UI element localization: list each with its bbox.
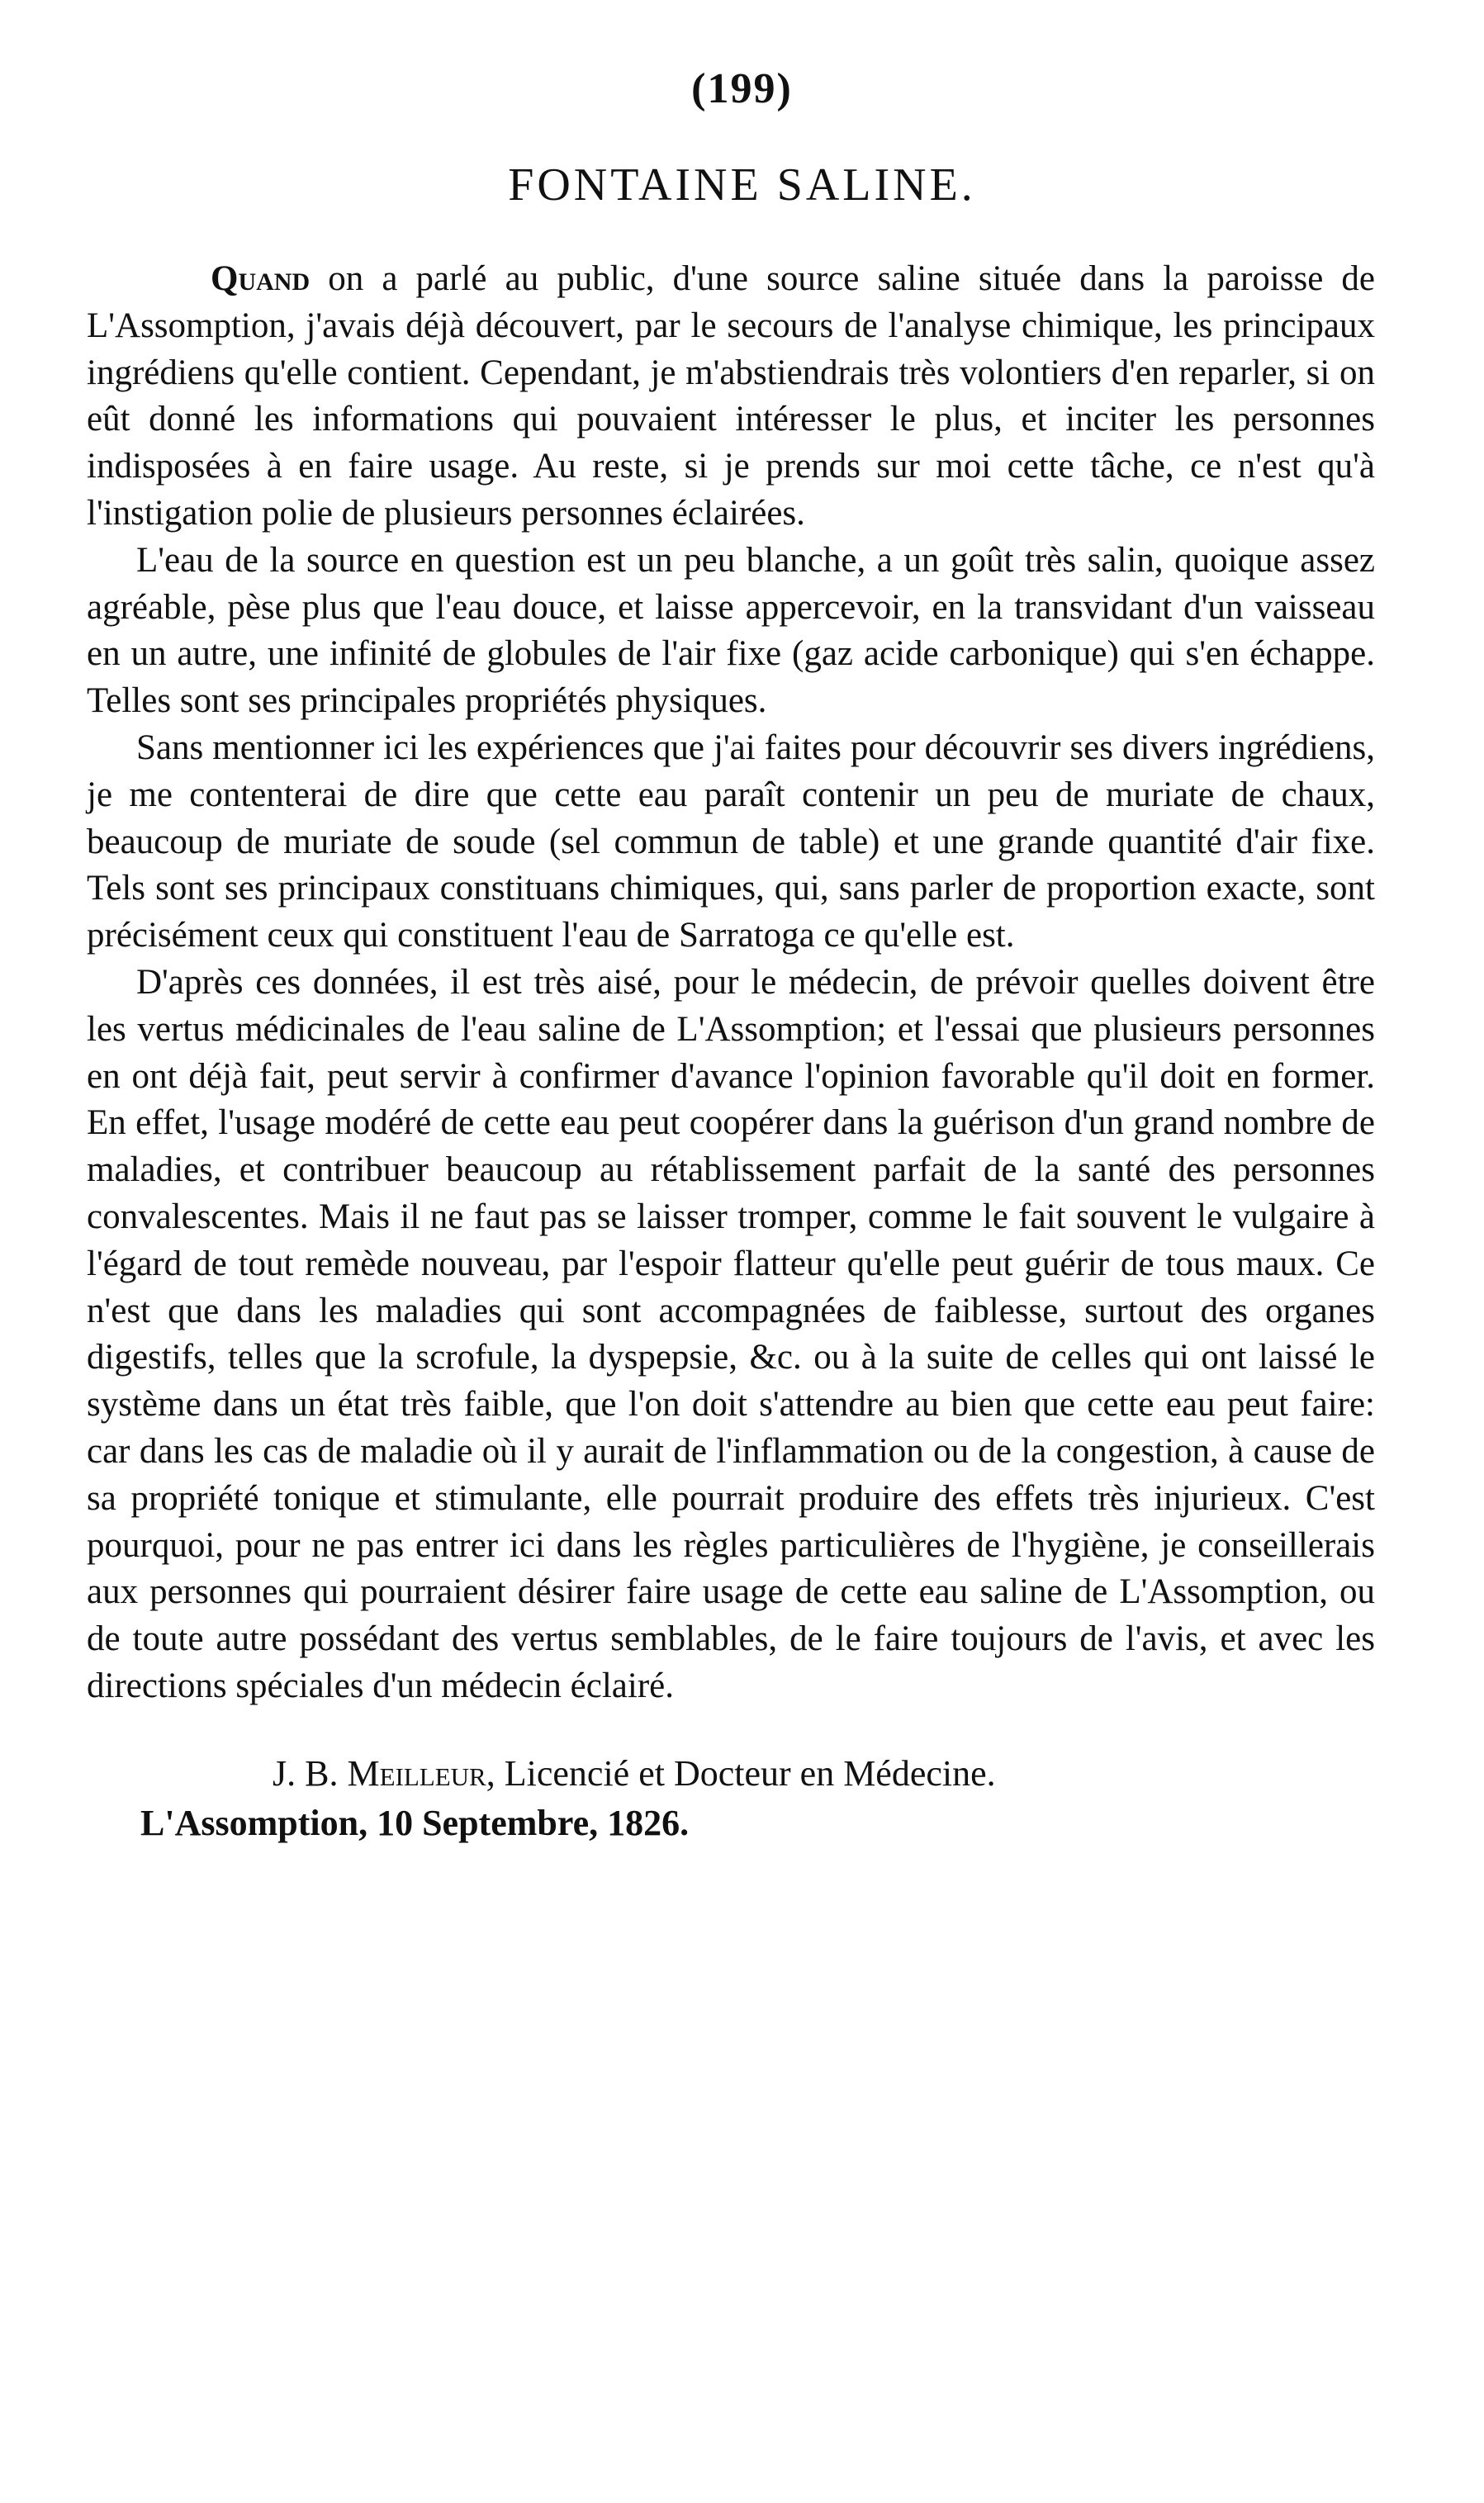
paragraph-4: D'après ces données, il est très aisé, pour le médecin, de prévoir quelles doivent être les vertus médicinales de l'eau saline de L'Assomption; et l'essai que plusieurs personnes en ont déjà fait, peut servir à confirmer d'avance l'opinion favorable qu'il doit en former. En effet, l'usage modéré de cette eau peut coopérer dans la guérison d'un grand nombre de maladies, et contribuer beaucoup au rétablissement parfait de la santé des personnes convalescentes. Mais il ne faut pas se laisser tromper, comme le fait souvent le vulgaire à l'égard de tout remède nouveau, par l'espoir flatteur qu'elle peut guérir de tous maux. Ce n'est que dans les maladies qui sont accompagnées de faiblesse, surtout des organes digestifs, telles que la scrofule, la dyspepsie, &c. ou à la suite de celles qui ont laissé le système dans un état très faible, que l'on doit s'attendre au bien que cette eau peut faire: car dans les cas de maladie où il y aurait de l'inflammation ou de la congestion, à cause de sa propriété tonique et stimulante, elle pourrait produire des effets très injurieux. C'est pourquoi, pour ne pas entrer ici dans les règles particulières de l'hygiène, je conseillerais aux personnes qui pourraient désirer faire usage de cette eau saline de L'Assomption, ou de toute autre possédant des vertus semblables, de le faire toujours de l'avis, et avec les directions spéciales d'un médecin éclairé.: [87, 962, 1375, 1705]
paragraph-1: [87, 256, 1375, 538]
paragraph-1-text: on a parlé au public, d'une source saline située dans la paroisse de L'Assomption, j'avais déjà découvert, par le secours de l'analyse chimique, les principaux ingrédiens qu'elle contient. Cependant, je m'abstiendrais très volontiers d'en reparler, si on eût donné les informations qui pouvaient intéresser le plus, et inciter les personnes indisposées à en faire usage. Au reste, si je prends sur moi cette tâche, ce n'est qu'à l'instigation polie de plusieurs personnes éclairées.: [87, 259, 1375, 533]
signature-line: [273, 1751, 1429, 1797]
lead-word: Quand: [211, 259, 311, 298]
signature-name: Meilleur,: [347, 1753, 495, 1794]
signature-initials: J. B.: [273, 1753, 339, 1794]
page-number: (199): [691, 65, 793, 112]
article-heading: FONTAINE SALINE.: [508, 159, 976, 211]
paragraph-2: L'eau de la source en question est un peu blanche, a un goût très salin, quoique assez agréable, pèse plus que l'eau douce, et laisse appercevoir, en la transvidant d'un vaisseau en un autre, une infinité de globules de l'air fixe (gaz acide carbonique) qui s'en échappe. Telles sont ses principales propriétés physiques.: [87, 540, 1375, 721]
paragraph-3: Sans mentionner ici les expériences que j'ai faites pour découvrir ses divers ingrédiens, je me contenterai de dire que cette eau paraît contenir un peu de muriate de chaux, beaucoup de muriate de soude (sel commun de table) et une grande quantité d'air fixe. Tels sont ses principaux constituans chimiques, qui, sans parler de proportion exacte, sont précisément ceux qui constituent l'eau de Sarratoga ce qu'elle est.: [87, 728, 1375, 955]
article-body: [87, 256, 1375, 1710]
dateline: L'Assomption, 10 Septembre, 1826.: [140, 1803, 690, 1843]
signature-title: Licencié et Docteur en Médecine.: [504, 1753, 996, 1794]
